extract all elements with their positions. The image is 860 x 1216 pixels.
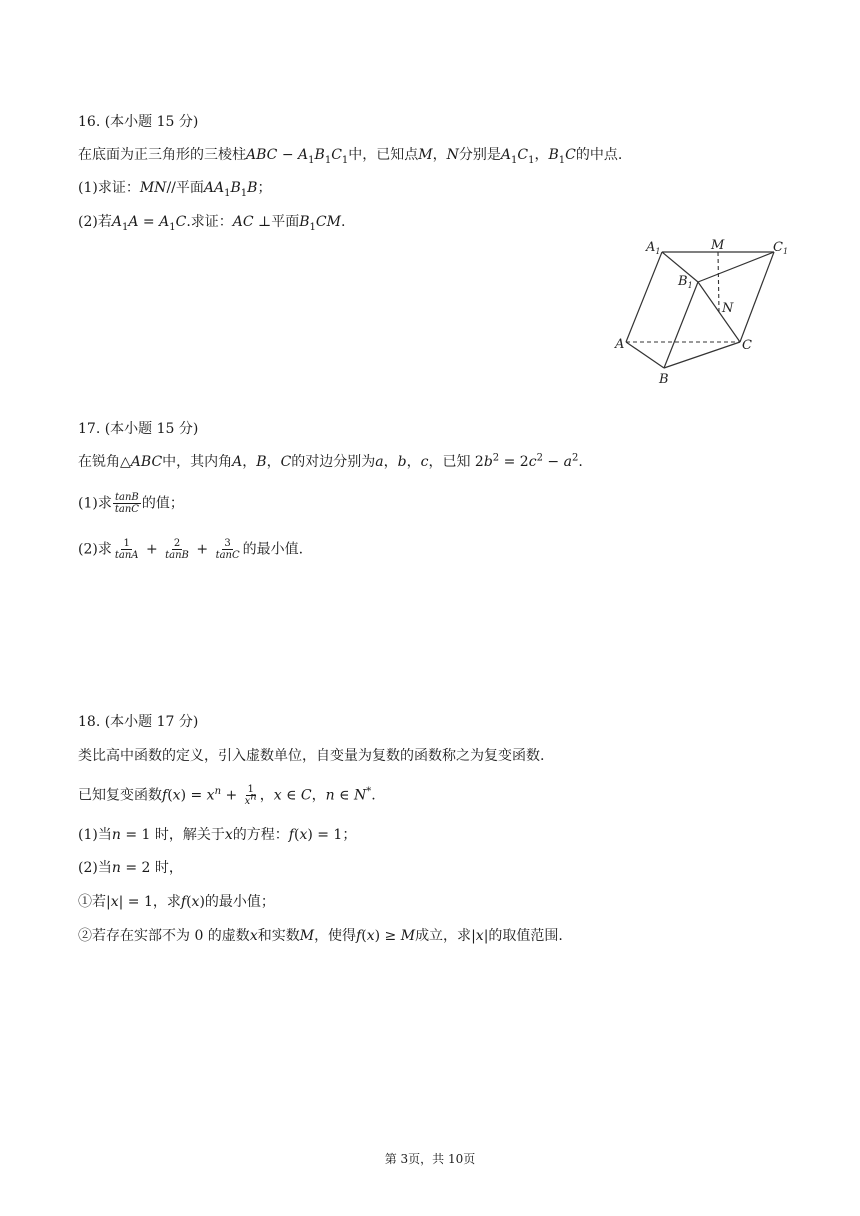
edge-a1-a (626, 252, 662, 342)
label-b1: $B_1$ (678, 274, 693, 290)
q16-stem: 在底面为正三角形的三棱柱ABC − $A_1B_1C_1$中，已知点M，N分别是$A_1C_1$，$B_1C$的中点. (78, 147, 623, 166)
edge-a-b (626, 342, 664, 368)
q17-part1: (1)求 $\frac{\tan B}{\tan C}$ 的值； (78, 492, 184, 515)
edge-b1-c (698, 282, 740, 342)
q17-stem: 在锐角△ABC中，其内角A，B，C的对边分别为a，b，c，已知 $2b^2 = 2c^2 - a^2$. (78, 452, 583, 470)
q16-heading: 16. (本小题 15 分) (78, 114, 199, 130)
label-n: N (722, 301, 734, 316)
prism-figure (612, 232, 808, 390)
q16-part2: (2)若$A_1A = A_1C$.求证：AC ⊥平面$B_1CM$. (78, 214, 346, 233)
q18-sub1: ①若|x| = 1，求f(x)的最小值； (78, 894, 275, 910)
q18-line2: 已知复变函数$f(x) = x^n$ + $\frac{1}{x^n}$ ，x ∈ C，n ∈ N*. (78, 784, 376, 807)
label-c: C (742, 338, 752, 353)
q18-part2: (2)当n = 2 时， (78, 860, 183, 876)
label-a1: $A_1$ (646, 240, 661, 256)
edge-b1-b (664, 282, 698, 368)
label-b: B (659, 372, 669, 387)
q18-heading: 18. (本小题 17 分) (78, 714, 199, 730)
page-footer: 第 3页，共 10页 (384, 1152, 476, 1166)
label-c1: $C_1$ (773, 240, 789, 256)
q17-part2: (2)求 $\frac{1}{\tan A}$ + $\frac{2}{\tan B}$ + $\frac{3}{\tan C}$ 的最小值. (78, 538, 304, 561)
q17-heading: 17. (本小题 15 分) (78, 421, 199, 437)
edge-m-n-dashed (718, 252, 719, 312)
edge-c1-c (740, 252, 774, 342)
q16-part1: (1)求证：MN//平面$AA_1B_1B$； (78, 180, 272, 199)
edge-b1-c1 (698, 252, 774, 282)
q18-part1: (1)当n = 1 时，解关于x的方程：f(x) = 1； (78, 827, 357, 843)
label-m: M (711, 238, 725, 253)
edge-b-c (664, 342, 740, 368)
label-a: A (615, 337, 625, 352)
q18-line1: 类比高中函数的定义，引入虚数单位，自变量为复数的函数称之为复变函数. (78, 748, 545, 764)
q18-sub2: ②若存在实部不为 0 的虚数x和实数M，使得f(x) ≥ M成立，求|x|的取值范围. (78, 928, 563, 944)
